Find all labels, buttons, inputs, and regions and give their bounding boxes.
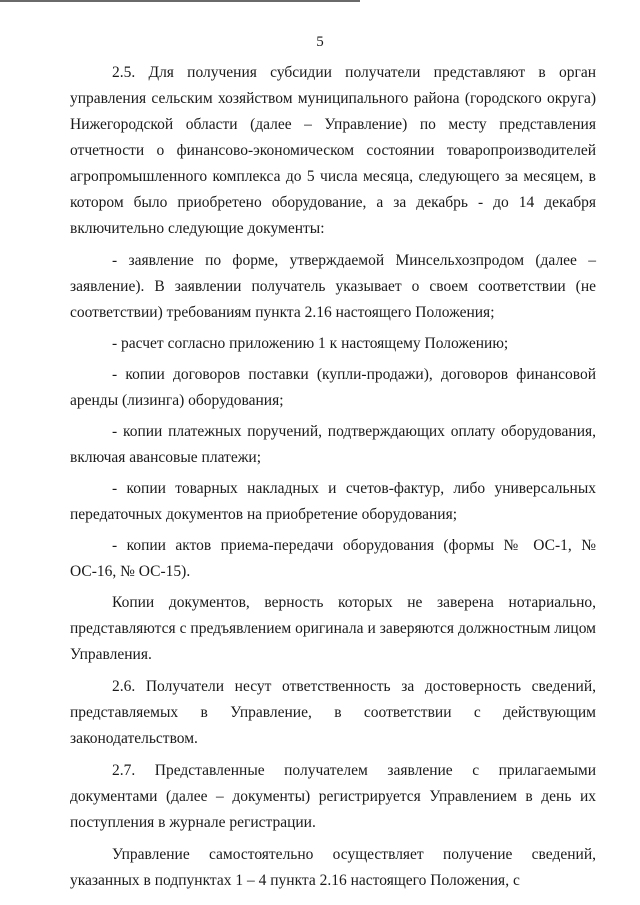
list-item: - заявление по форме, утверждаемой Минсельхозпродом (далее – заявление). В заявлении получатель указывает о своем соответствии (не соответствии) требованиям пункта 2.16 настоящего Положения; [70, 248, 596, 326]
paragraph-2-7: 2.7. Представленные получателем заявление с прилагаемыми документами (далее – документы) регистрируется Управлением в день их поступления в журнале регистрации. [70, 762, 596, 831]
list-item: - расчет согласно приложению 1 к настоящему Положению; [70, 331, 596, 357]
paragraph-copies-note: Копии документов, верность которых не заверена нотариально, представляются с предъявлением оригинала и заверяются должностным лицом Управления. [70, 594, 596, 663]
list-item: - копии платежных поручений, подтверждающих оплату оборудования, включая авансовые платежи; [70, 419, 596, 471]
required-documents-list [70, 248, 596, 585]
page-number: 5 [316, 34, 324, 50]
paragraph-2-6: 2.6. Получатели несут ответственность за достоверность сведений, представляемых в Управление, в соответствии с действующим законодательством. [70, 678, 596, 747]
paragraph-2-5: 2.5. Для получения субсидии получатели представляют в орган управления сельским хозяйством муниципального района (городского округа) Нижегородской области (далее – Управление) по месту представления отчетности о финансово-экономическом состоянии товаропроизводителей агропромышленного комплекса до 5 числа месяца, следующего за месяцем, в котором было приобретено оборудование, а за декабрь - до 14 декабря включительно следующие документы: [70, 64, 596, 237]
list-item: - копии товарных накладных и счетов-фактур, либо универсальных передаточных документов на приобретение оборудования; [70, 476, 596, 528]
list-item: - копии актов приема-передачи оборудования (формы № ОС-1, № ОС-16, № ОС-15). [70, 533, 596, 585]
list-item: - копии договоров поставки (купли-продажи), договоров финансовой аренды (лизинга) оборудования; [70, 362, 596, 414]
document-body [70, 60, 596, 900]
paragraph-2-7-continued: Управление самостоятельно осуществляет получение сведений, указанных в подпунктах 1 – 4 пункта 2.16 настоящего Положения, с [70, 846, 596, 889]
scan-edge-line [0, 0, 360, 2]
